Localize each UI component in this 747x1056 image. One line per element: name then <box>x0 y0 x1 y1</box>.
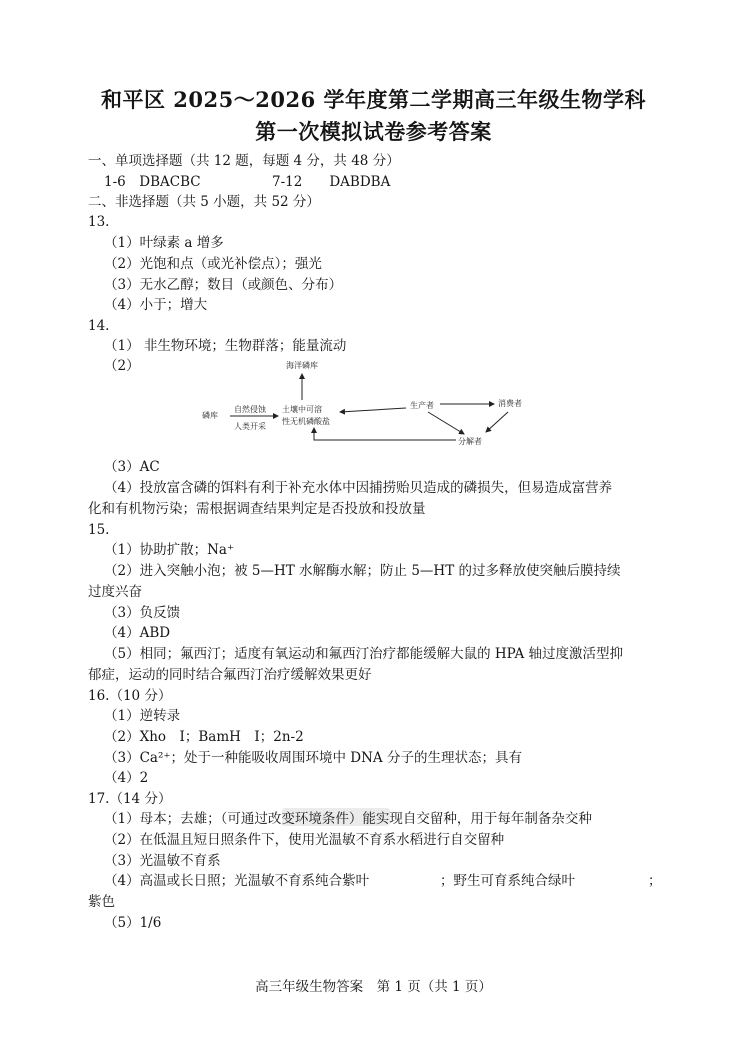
soil-phosphate-label-1: 土壤中可溶 <box>282 405 322 414</box>
q13-answer-2: （2）光饱和点（或光补偿点）；强光 <box>104 256 322 272</box>
q14-answer-4-line2: 化和有机物污染；需根据调查结果判定是否投放和投放量 <box>88 501 426 517</box>
q16-answer-4: （4）2 <box>104 770 149 786</box>
weathering-label: 自然侵蚀 <box>234 405 266 414</box>
soil-phosphate-label-2: 性无机磷酸盐 <box>282 417 330 426</box>
page-footer: 高三年级生物答案 第 1 页（共 1 页） <box>255 979 492 995</box>
producer-to-soil-arrow <box>340 408 406 412</box>
consumer-label: 消费者 <box>498 399 522 408</box>
mining-label: 人类开采 <box>234 422 266 431</box>
q15-answer-5-line2: 郁症，运动的同时结合氟西汀治疗缓解效果更好 <box>88 667 372 683</box>
q15-number: 15. <box>88 522 110 538</box>
q13-answer-4: （4）小于；增大 <box>104 297 208 313</box>
producer-to-decomposer-arrow <box>428 412 464 434</box>
q15-answer-4: （4）ABD <box>104 625 171 641</box>
q14-answer-4-line1: （4）投放富含磷的饵料有利于补充水体中因捕捞贻贝造成的磷损失，但易造成富营养 <box>104 480 613 496</box>
q16-answer-2: （2）Xho Ⅰ；BamH Ⅰ；2n-2 <box>104 729 304 745</box>
q17-answer-1: （1）母本；去雄；（可通过改变环境条件）能实现自交留种，用于每年制备杂交种 <box>104 811 592 827</box>
q16-answer-1: （1）逆转录 <box>104 708 181 724</box>
q15-answer-5-line1: （5）相同；氟西汀；适度有氧运动和氟西汀治疗都能缓解大鼠的 HPA 轴过度激活型抑 <box>104 646 624 662</box>
decomposer-to-soil-arrow <box>314 428 456 440</box>
section-1-heading: 一、单项选择题（共 12 题，每题 4 分，共 48 分） <box>88 153 400 169</box>
ocean-phosphorus-label: 海洋磷库 <box>286 361 318 370</box>
q17-answer-4-line2: 紫色 <box>88 894 115 910</box>
q17-answer-4-part1: （4）高温或长日照；光温敏不育系纯合紫叶 <box>104 873 370 889</box>
producer-label: 生产者 <box>410 401 434 410</box>
rock-phosphorus-label: 磷库 <box>202 411 218 420</box>
q13-answer-3: （3）无水乙醇；数目（或颜色、分布） <box>104 277 343 293</box>
q14-answer-2-label: （2） <box>104 358 140 374</box>
q16-number: 16.（10 分） <box>88 688 172 704</box>
q17-answer-2: （2）在低温且短日照条件下，使用光温敏不育系水稻进行自交留种 <box>104 832 505 848</box>
q13-answer-1: （1）叶绿素 a 增多 <box>104 235 224 251</box>
phosphorus-cycle-diagram <box>196 356 536 446</box>
mc-answers-1-6: 1-6 DBACBC <box>104 174 201 190</box>
q17-answer-5: （5）1/6 <box>104 915 162 931</box>
q15-answer-2-line2: 过度兴奋 <box>88 584 142 600</box>
q14-answer-1: （1） 非生物环境；生物群落；能量流动 <box>104 338 347 354</box>
mc-answers-7-12: 7-12 DABDBA <box>272 174 391 190</box>
q17-answer-4-part3: ； <box>648 873 662 889</box>
title-line-2: 第一次模拟试卷参考答案 <box>255 119 492 144</box>
q14-number: 14. <box>88 318 110 334</box>
consumer-to-decomposer-arrow <box>486 412 508 432</box>
q17-number: 17.（14 分） <box>88 791 172 807</box>
q16-answer-3: （3）Ca²⁺；处于一种能吸收周围环境中 DNA 分子的生理状态；具有 <box>104 750 522 766</box>
q17-answer-4-part2: ；野生可育系纯合绿叶 <box>440 873 575 889</box>
q13-number: 13. <box>88 214 110 230</box>
q15-answer-3: （3）负反馈 <box>104 605 181 621</box>
q14-answer-3: （3）AC <box>104 459 160 475</box>
title-line-1: 和平区 2025～2026 学年度第二学期高三年级生物学科 <box>100 87 646 112</box>
q17-answer-3: （3）光温敏不育系 <box>104 853 221 869</box>
section-2-heading: 二、非选择题（共 5 小题，共 52 分） <box>88 194 320 210</box>
decomposer-label: 分解者 <box>458 437 482 446</box>
q15-answer-1: （1）协助扩散；Na⁺ <box>104 542 235 558</box>
q15-answer-2-line1: （2）进入突触小泡；被 5—HT 水解酶水解；防止 5—HT 的过多释放使突触后膜持续 <box>104 563 621 579</box>
